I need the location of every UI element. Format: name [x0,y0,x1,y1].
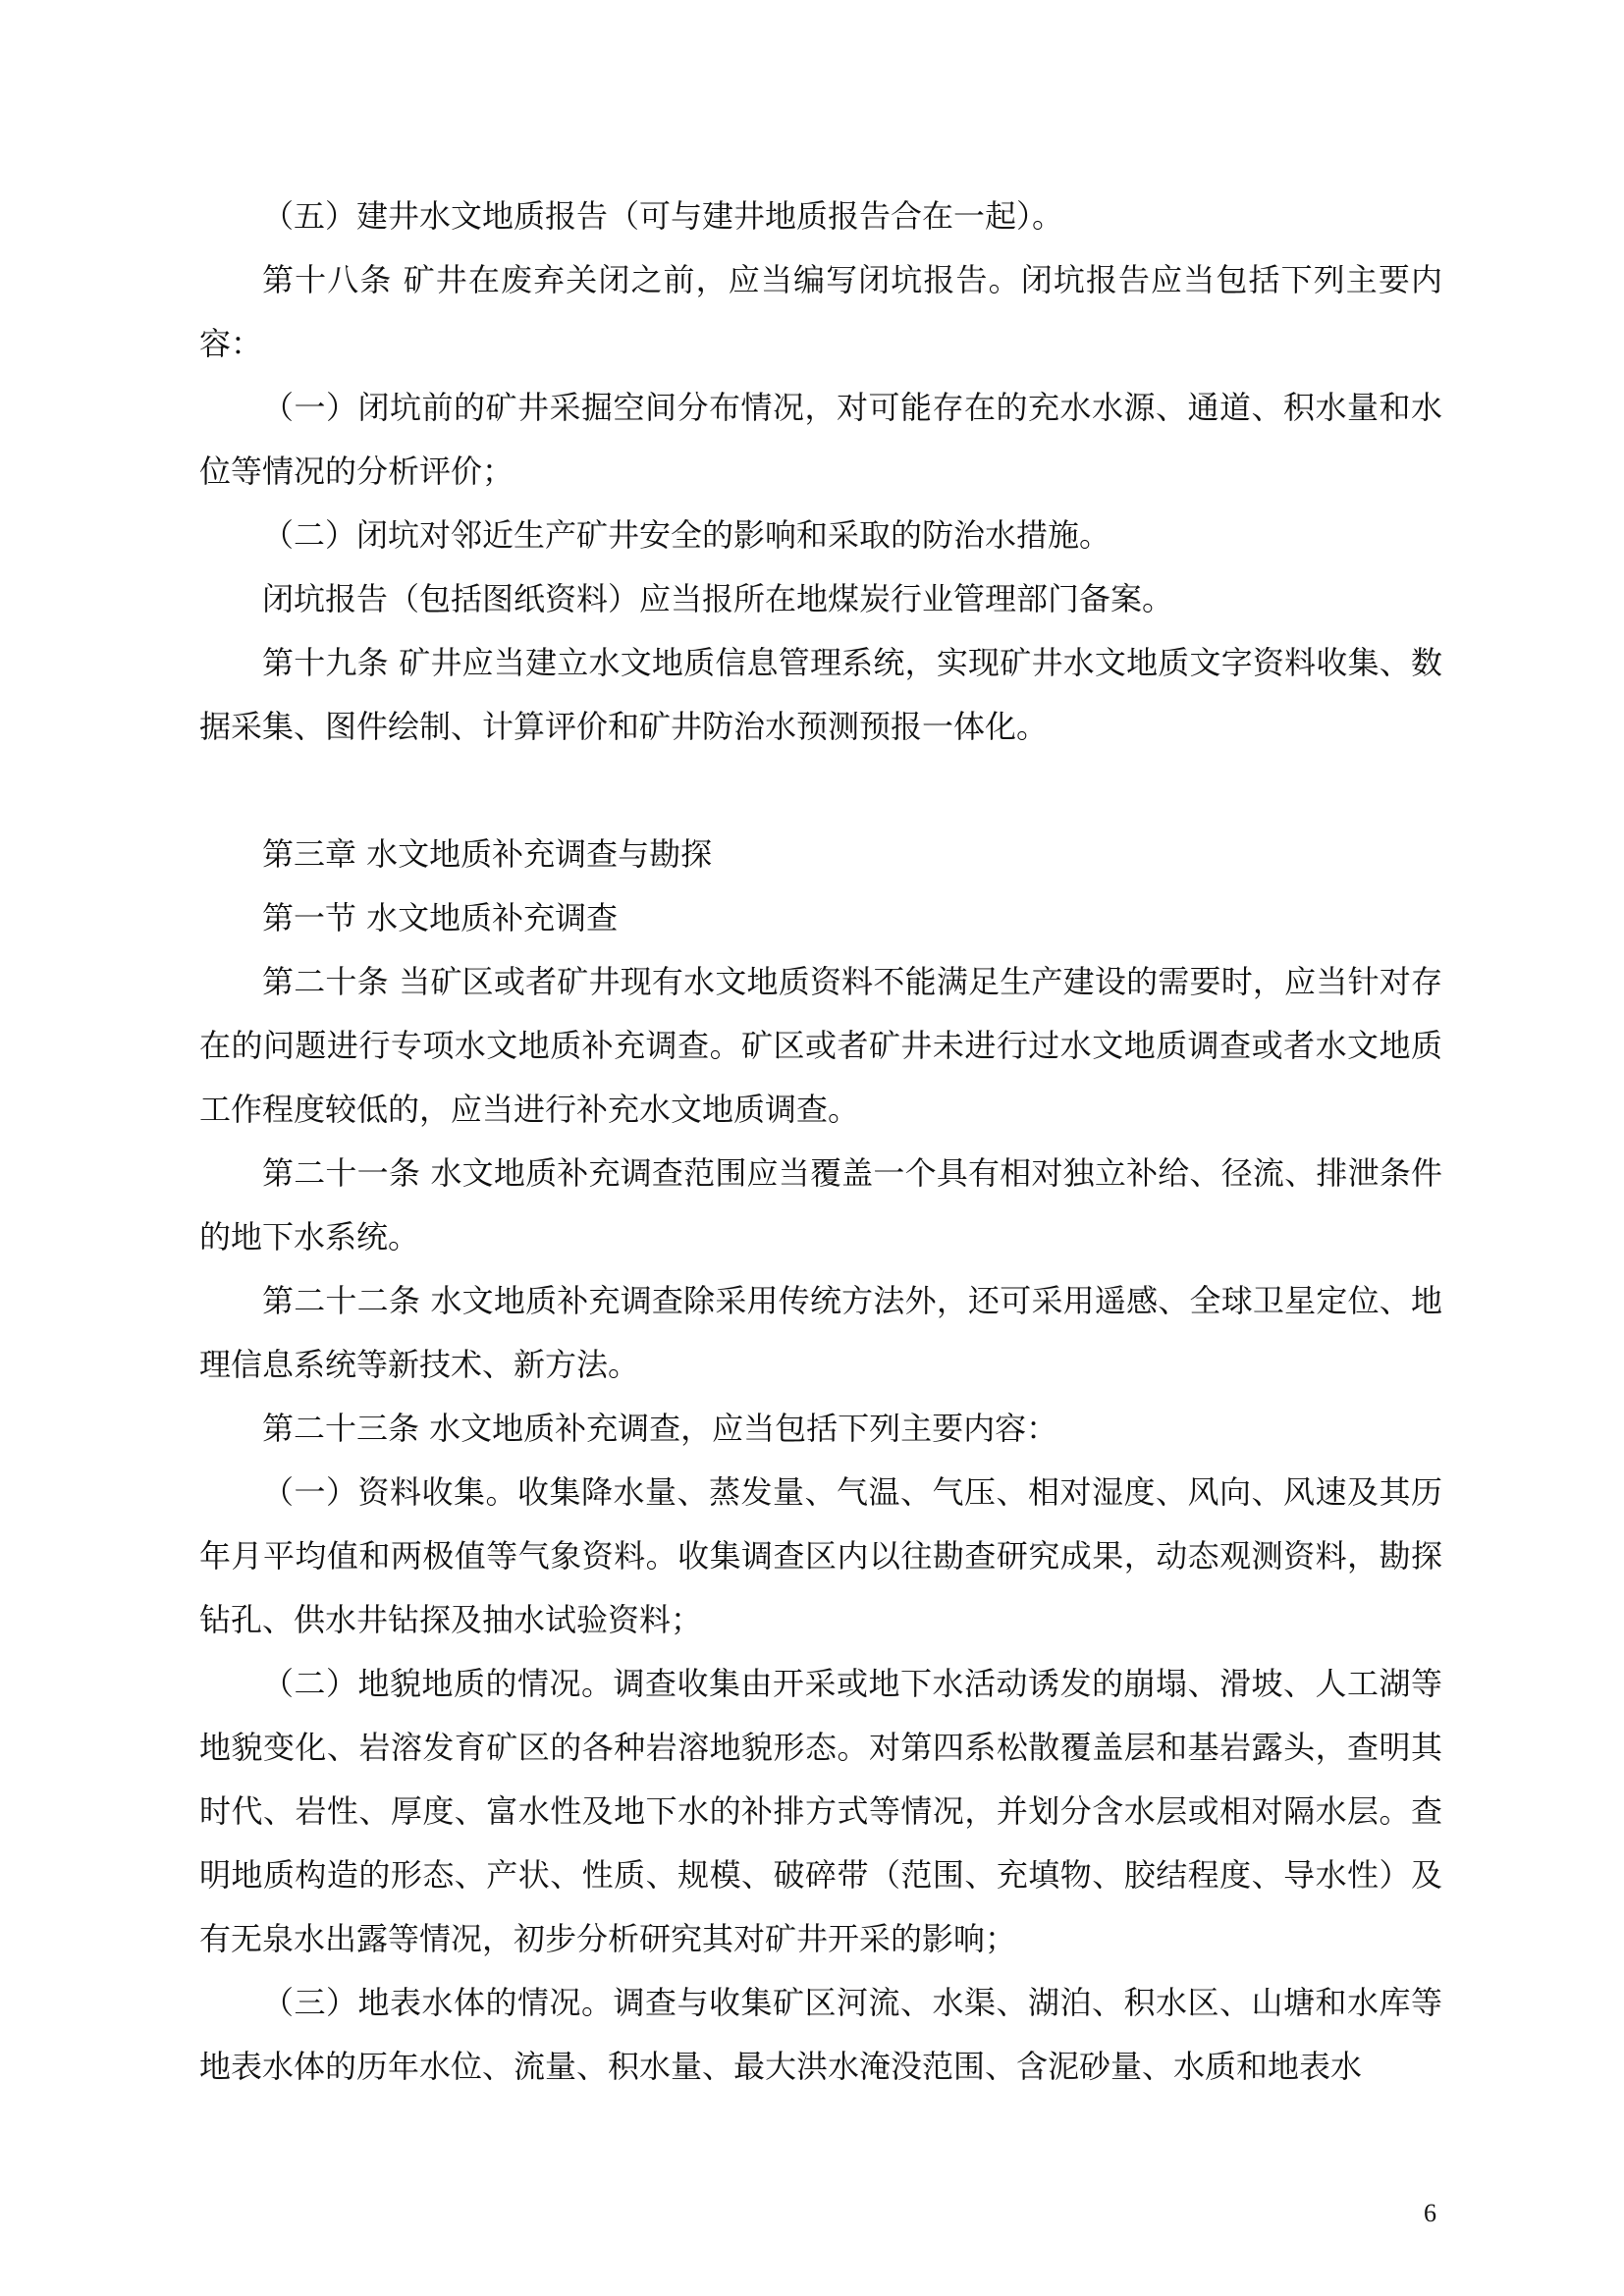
paragraph: 第十八条 矿井在废弃关闭之前，应当编写闭坑报告。闭坑报告应当包括下列主要内容： [199,261,1442,362]
paragraph: 第二十一条 水文地质补充调查范围应当覆盖一个具有相对独立补给、径流、排泄条件的地下水系统。 [199,1154,1442,1255]
chapter-title: 第三章 水文地质补充调查与勘探 [262,835,713,873]
paragraph: （二）地貌地质的情况。调查收集由开采或地下水活动诱发的崩塌、滑坡、人工湖等地貌变化、岩溶发育矿区的各种岩溶地貌形态。对第四系松散覆盖层和基岩露头，查明其时代、岩性、厚度、富水性及地下水的补排方式等情况，并划分含水层或相对隔水层。查明地质构造的形态、产状、性质、规模、破碎带（范围、充填物、胶结程度、导水性）及有无泉水出露等情况，初步分析研究其对矿井开采的影响； [199,1665,1442,1957]
paragraph: （三）地表水体的情况。调查与收集矿区河流、水渠、湖泊、积水区、山塘和水库等地表水体的历年水位、流量、积水量、最大洪水淹没范围、含泥砂量、水质和地表水 [199,1984,1442,2085]
body-text [199,185,1442,2099]
section-title: 第一节 水文地质补充调查 [262,899,619,936]
paragraph: （一）资料收集。收集降水量、蒸发量、气温、气压、相对湿度、风向、风速及其历年月平均值和两极值等气象资料。收集调查区内以往勘查研究成果，动态观测资料，勘探钻孔、供水井钻探及抽水试验资料； [199,1473,1442,1638]
paragraph: （二）闭坑对邻近生产矿井安全的影响和采取的防治水措施。 [262,516,1111,554]
paragraph: 第二十二条 水文地质补充调查除采用传统方法外，还可采用遥感、全球卫星定位、地理信息系统等新技术、新方法。 [199,1282,1442,1383]
paragraph: 第二十条 当矿区或者矿井现有水文地质资料不能满足生产建设的需要时，应当针对存在的问题进行专项水文地质补充调查。矿区或者矿井未进行过水文地质调查或者水文地质工作程度较低的，应当进行补充水文地质调查。 [199,963,1442,1128]
paragraph: 第二十三条 水文地质补充调查，应当包括下列主要内容： [262,1410,1058,1447]
page-number: 6 [1424,2199,1436,2227]
blank-line [199,759,1442,823]
paragraph: 闭坑报告（包括图纸资料）应当报所在地煤炭行业管理部门备案。 [262,580,1174,617]
paragraph: 第十九条 矿井应当建立水文地质信息管理系统，实现矿井水文地质文字资料收集、数据采集、图件绘制、计算评价和矿井防治水预测预报一体化。 [199,644,1442,745]
paragraph: （一）闭坑前的矿井采掘空间分布情况，对可能存在的充水水源、通道、积水量和水位等情况的分析评价； [199,389,1442,490]
paragraph: （五）建井水文地质报告（可与建井地质报告合在一起）。 [262,197,1064,235]
